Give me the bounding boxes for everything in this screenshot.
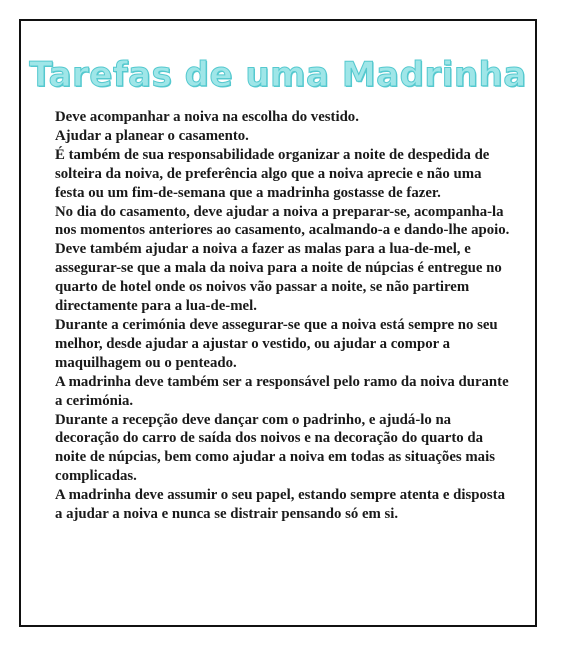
paragraph-3: É também de sua responsabilidade organizar a noite de despedida de solteira da noiva, de preferência algo que a noiva aprecie e não uma festa ou um fim-de-semana que a madrinha gostasse de fazer.: [55, 146, 490, 201]
paragraph-1: Deve acompanhar a noiva na escolha do vestido.: [55, 109, 359, 125]
paragraph-5: Deve também ajudar a noiva a fazer as malas para a lua-de-mel, e assegurar-se que a mala da noiva para a noite de núpcias é entregue no quarto de hotel onde os noivos vão passar a noite, se não partirem directamente para a lua-de-mel.: [55, 241, 502, 315]
paragraph-2: Ajudar a planear o casamento.: [55, 127, 249, 144]
paragraph-6: Durante a cerimónia deve assegurar-se que a noiva está sempre no seu melhor, desde ajudar a ajustar o vestido, ou ajudar a compor a maquilhagem ou o penteado.: [55, 316, 498, 371]
document-title: Tarefas de uma Madrinha: [29, 55, 527, 95]
paragraph-8: Durante a recepção deve dançar com o padrinho, e ajudá-lo na decoração do carro de saída dos noivos e na decoração do quarto da noite de núpcias, bem como ajudar a noiva em todas as situações mais complicadas.: [55, 411, 495, 485]
paragraph-9: A madrinha deve assumir o seu papel, estando sempre atenta e disposta a ajudar a noiva e nunca se distrair pensando só em si.: [55, 487, 505, 523]
paragraph-7: A madrinha deve também ser a responsável pelo ramo da noiva durante a cerimónia.: [55, 373, 509, 409]
document-body: [55, 108, 513, 524]
document-card: [19, 19, 537, 627]
paragraph-4: No dia do casamento, deve ajudar a noiva a preparar-se, acompanha-la nos momentos anteriores ao casamento, acalmando-a e dando-lhe apoio.: [55, 203, 510, 239]
